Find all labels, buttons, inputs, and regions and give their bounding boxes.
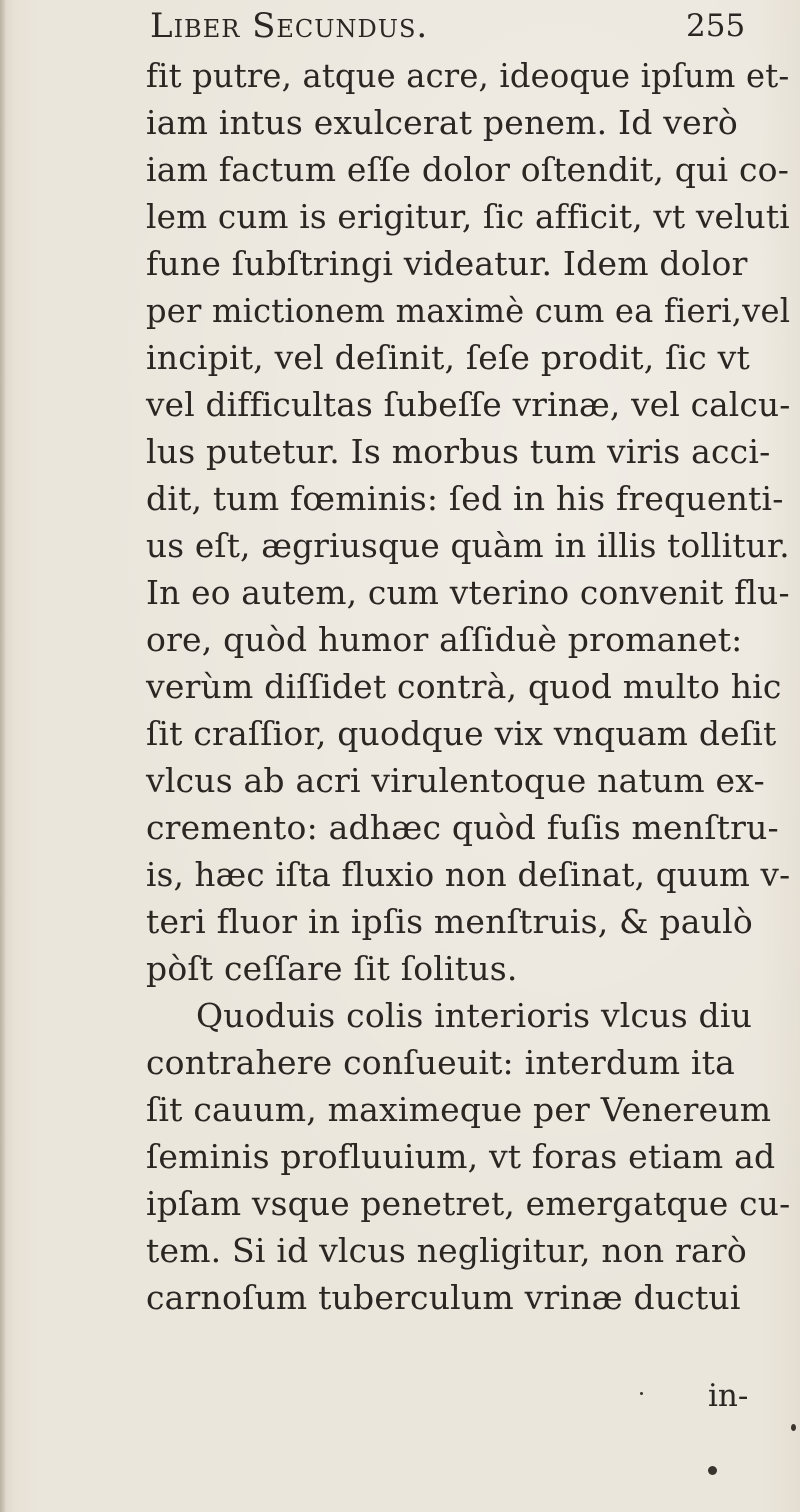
catchword: in-	[708, 1378, 749, 1414]
text-line: fit putre, atque acre, ideoque ipſum et-	[146, 56, 790, 95]
text-line: teri fluor in ipſis menſtruis, & paulò	[146, 902, 753, 941]
text-line: ipſam vsque penetret, emergatque cu-	[146, 1184, 791, 1223]
text-line: ſit craſſior, quodque vix vnquam deſit	[146, 714, 777, 753]
text-line: incipit, vel deſinit, ſeſe prodit, ſic vt	[146, 338, 750, 377]
text-line: vlcus ab acri virulentoque natum ex-	[146, 761, 765, 800]
text-line: carnoſum tuberculum vrinæ ductui	[146, 1278, 741, 1317]
ink-speck	[791, 1424, 796, 1431]
page-header	[150, 2, 790, 46]
text-line: iam factum eſſe dolor oſtendit, qui co-	[146, 150, 790, 189]
text-line: ſeminis profluuium, vt foras etiam ad	[146, 1137, 776, 1176]
text-line: pòſt ceſſare ſit ſolitus.	[146, 949, 518, 988]
text-line: lem cum is erigitur, ſic afficit, vt veluti	[146, 197, 790, 236]
text-line: cremento: adhæc quòd fuſis menſtru-	[146, 808, 779, 847]
text-line: Quoduis colis interioris vlcus diu	[196, 996, 753, 1035]
text-line: iam intus exulcerat penem. Id verò	[146, 103, 738, 142]
text-line: verùm diſſidet contrà, quod multo hic	[146, 667, 782, 706]
text-line: is, hæc iſta fluxio non deſinat, quum v-	[146, 855, 791, 894]
text-line: dit, tum fœminis: ſed in his frequenti-	[146, 479, 784, 518]
text-line: us eſt, ægriusque quàm in illis tollitur.	[146, 526, 790, 565]
ink-speck	[640, 1392, 643, 1395]
text-line: ore, quòd humor aſſiduè promanet:	[146, 620, 743, 659]
text-line: ſit cauum, maximeque per Venereum	[146, 1090, 772, 1129]
text-line: vel difficultas ſubeſſe vrinæ, vel calcu-	[146, 385, 791, 424]
text-line: contrahere conſueuit: interdum ita	[146, 1043, 735, 1082]
page-number: 255	[686, 8, 746, 44]
text-line: tem. Si id vlcus negligitur, non rarò	[146, 1231, 747, 1270]
ink-speck	[708, 1466, 717, 1475]
text-line: lus putetur. Is morbus tum viris acci-	[146, 432, 771, 471]
page-gutter-shadow	[0, 0, 6, 1512]
text-line: fune ſubſtringi videatur. Idem dolor	[146, 244, 748, 283]
running-head: Liber Secundus.	[150, 6, 429, 46]
text-line: per mictionem maximè cum ea fieri,vel	[146, 291, 791, 330]
text-line: In eo autem, cum vterino convenit flu-	[146, 573, 790, 612]
